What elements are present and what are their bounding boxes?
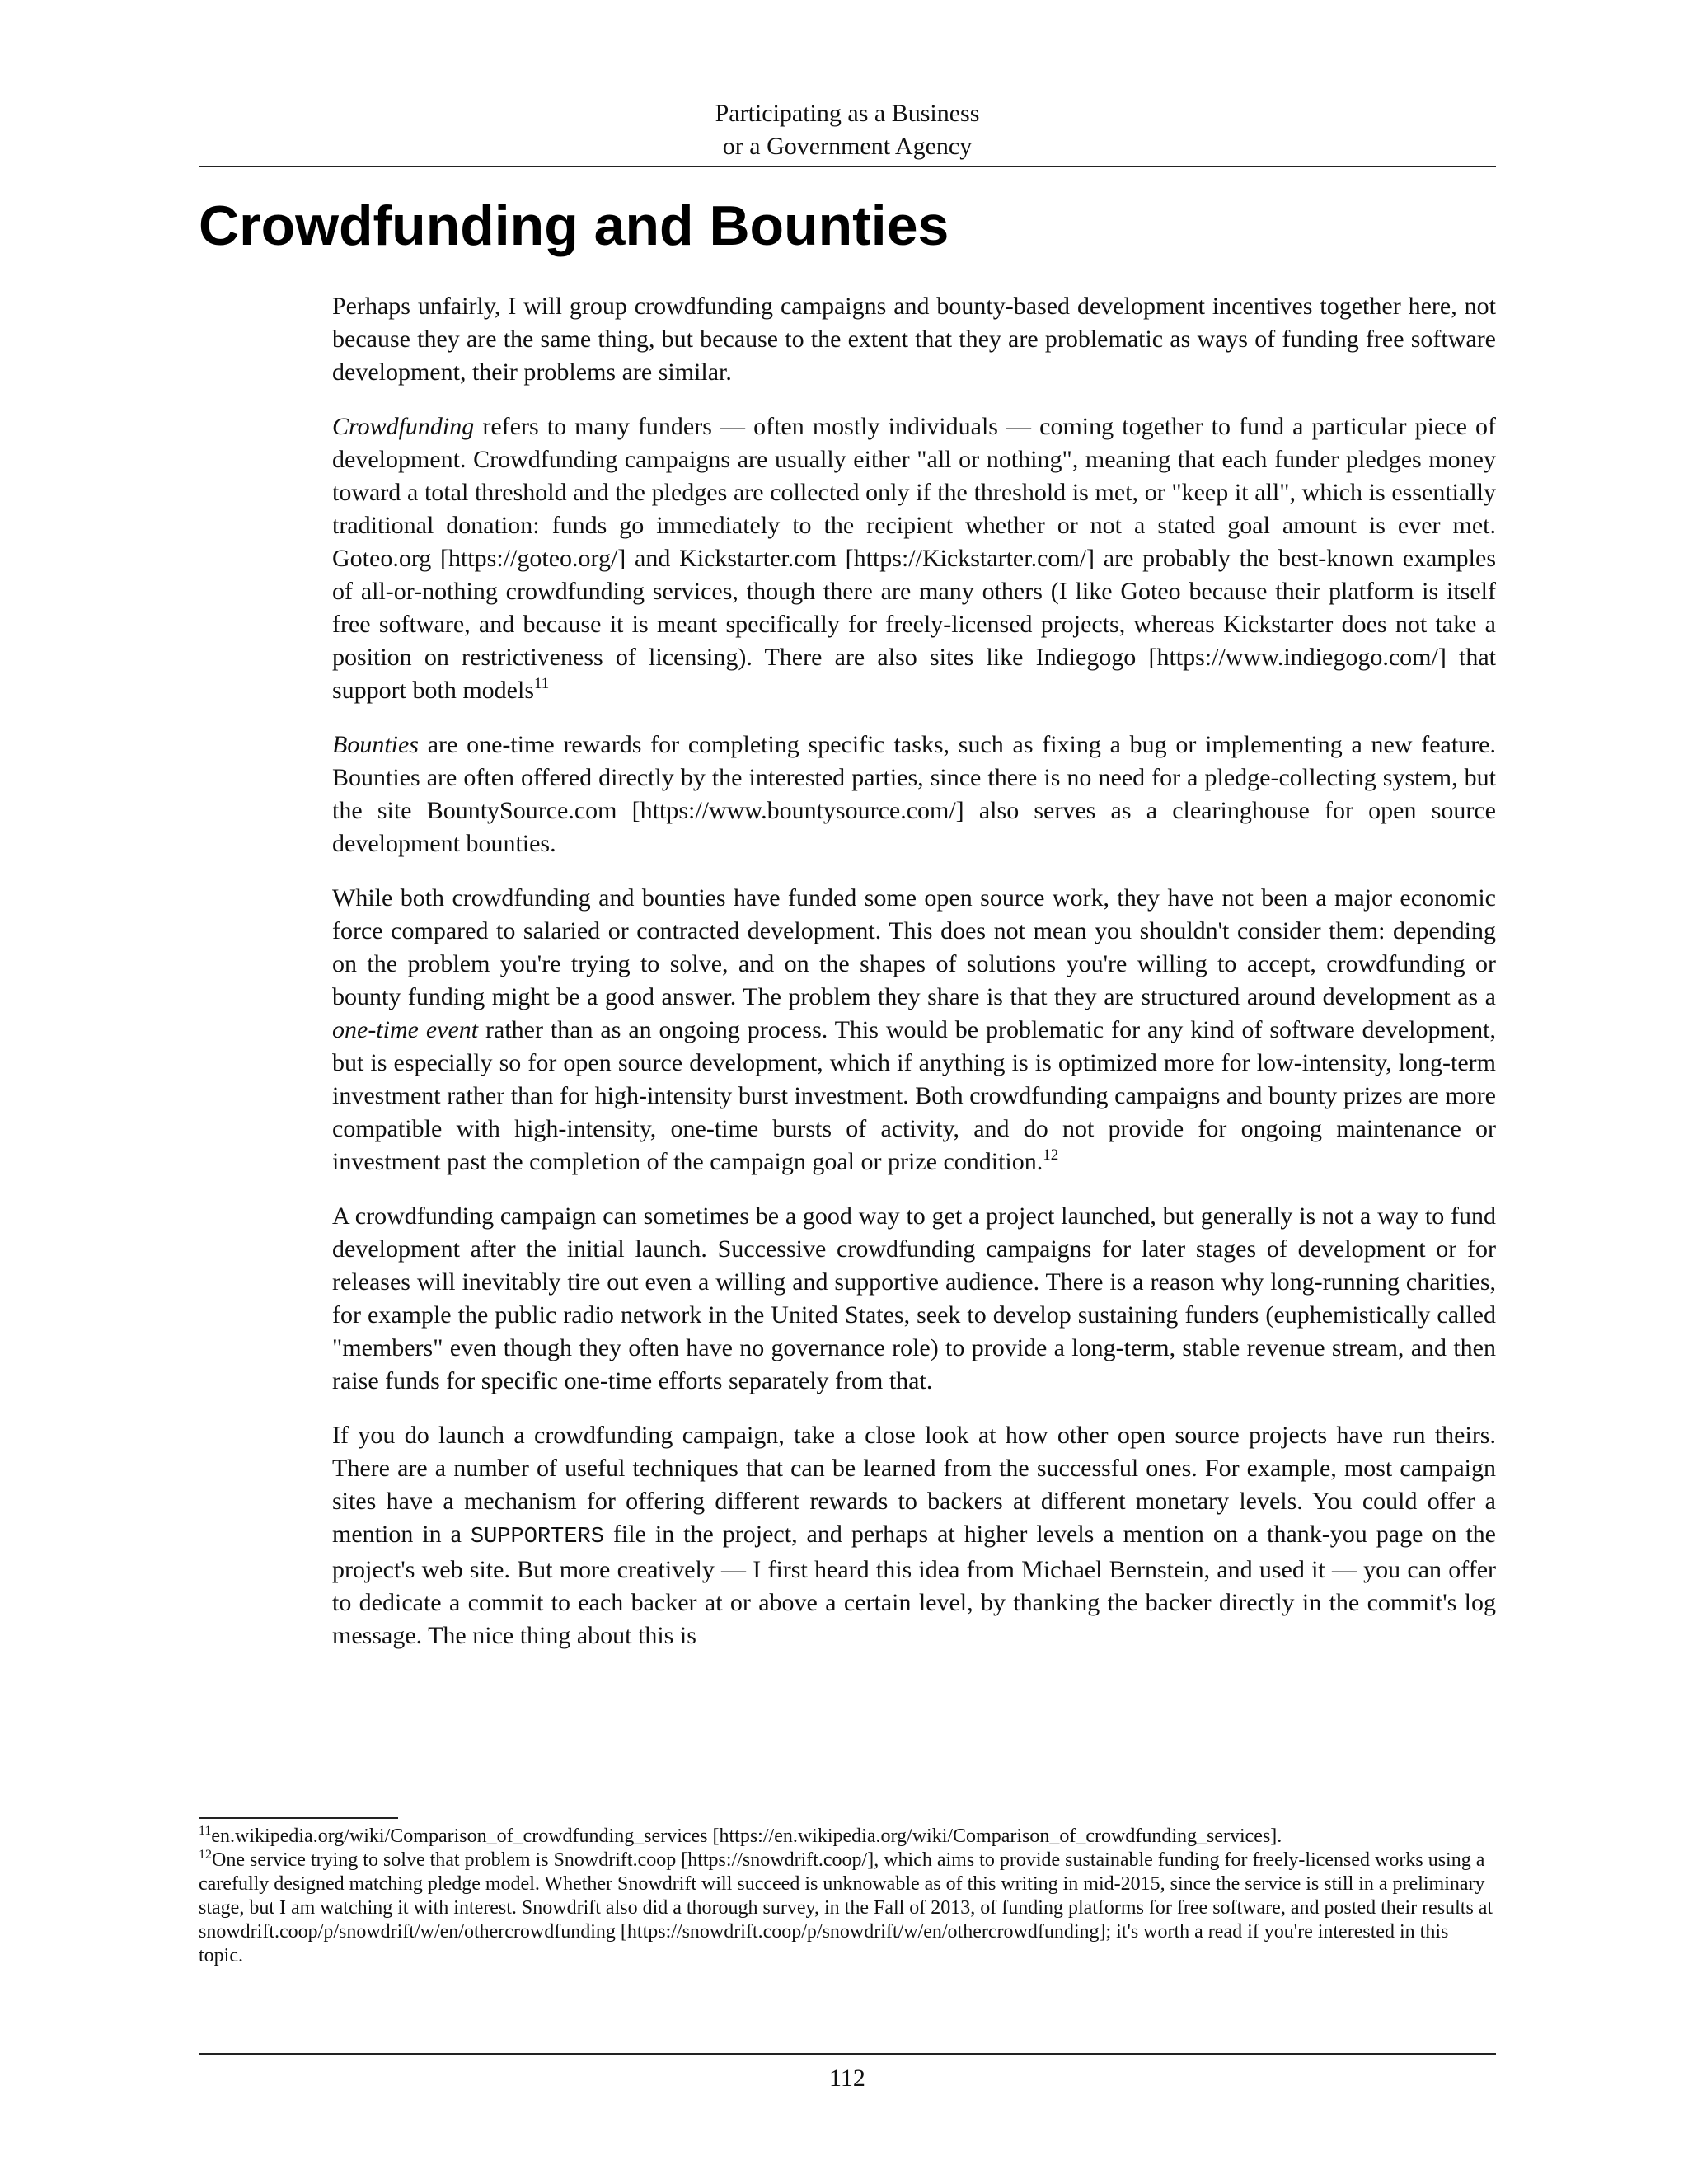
footnote-11 (199, 1825, 1496, 1849)
section-title: Crowdfunding and Bounties (199, 194, 950, 257)
footnote-11-text: en.wikipedia.org/wiki/Comparison_of_crowdfunding_services [https://en.wikipedia.org/wiki/Comparison_of_crowdfunding_services]. (211, 1825, 1282, 1847)
footnotes (199, 1825, 1496, 1968)
paragraph-3 (332, 729, 1496, 860)
emphasis-one-time-event: one-time event (332, 1016, 479, 1043)
paragraph-2 (332, 410, 1496, 707)
paragraph-3-text: are one-time rewards for completing specific tasks, such as fixing a bug or implementing a new feature. Bounties are often offered directly by the interested parties, since there is no need for a pledge-collecting system, but the site BountySource.com [https://www.bountysource.com/] also serves as a clearinghouse for open source development bounties. (332, 731, 1496, 857)
code-supporters: SUPPORTERS (470, 1525, 604, 1549)
paragraph-6-text-a: If you do launch a crowdfunding campaign, take a close look at how other open source projects have run theirs. There are a number of useful techniques that can be learned from the successful ones. For example, most campaign sites have a mechanism for offering different rewards to backers at different monetary levels. You could offer a mention in a (332, 1422, 1496, 1548)
running-header-line-2: or a Government Agency (722, 133, 973, 160)
term-bounties: Bounties (332, 731, 419, 758)
footer-rule (199, 2053, 1496, 2055)
footnote-ref-12[interactable]: 12 (1043, 1146, 1059, 1164)
page-number: 112 (829, 2064, 865, 2092)
footnote-mark-12: 12 (199, 1848, 212, 1862)
footnote-ref-11[interactable]: 11 (534, 675, 550, 692)
running-header (199, 97, 1496, 163)
footnote-mark-11: 11 (199, 1824, 212, 1838)
paragraph-1: Perhaps unfairly, I will group crowdfunding campaigns and bounty-based development incentives together here, not because they are the same thing, but because to the extent that they are problematic as ways of funding free software development, their problems are similar. (332, 293, 1496, 386)
paragraph-6 (332, 1419, 1496, 1652)
paragraph-2-text: refers to many funders — often mostly individuals — coming together to fund a particular piece of development. Crowdfunding campaigns are usually either "all or nothing", meaning that each funder pledges money toward a total threshold and the pledges are collected only if the threshold is met, or "keep it all", which is essentially traditional donation: funds go immediately to the recipient whether or not a stated goal amount is ever met. Goteo.org [https://goteo.org/] and Kickstarter.com [https://Kickstarter.com/] are probably the best-known examples of all-or-nothing crowdfunding services, though there are many others (I like Goteo because their platform is itself free software, and because it is meant specifically for freely-licensed projects, whereas Kickstarter does not take a position on restrictiveness of licensing). There are also sites like Indiegogo [https://www.indiegogo.com/] that support both models (332, 413, 1496, 704)
body-text (332, 290, 1496, 1674)
footnote-12-text: One service trying to solve that problem is Snowdrift.coop [https://snowdrift.coop/], which aims to provide sustainable funding for freely-licensed works using a carefully designed matching pledge model. Whether Snowdrift will succeed is unknowable as of this writing in mid-2015, since the service is still in a preliminary stage, but I am watching it with interest. Snowdrift also did a thorough survey, in the Fall of 2013, of funding platforms for free software, and posted their results at snowdrift.coop/p/snowdrift/w/en/othercrowdfunding [https://snowdrift.coop/p/snowdrift/w/en/othercrowdfunding]; it's worth a read if you're interested in this topic. (199, 1849, 1493, 1966)
running-header-line-1: Participating as a Business (715, 100, 980, 127)
header-rule (199, 166, 1496, 167)
paragraph-4 (332, 882, 1496, 1179)
paragraph-4-text-a: While both crowdfunding and bounties have funded some open source work, they have not been a major economic force compared to salaried or contracted development. This does not mean you shouldn't consider them: depending on the problem you're trying to solve, and on the shapes of solutions you're willing to accept, crowdfunding or bounty funding might be a good answer. The problem they share is that they are structured around development as a (332, 884, 1496, 1010)
paragraph-6-text-b: file in the project, and perhaps at higher levels a mention on a thank-you page on the project's web site. But more creatively — I first heard this idea from Michael Bernstein, and used it — you can offer to dedicate a commit to each backer at or above a certain level, by thanking the backer directly in the commit's log message. The nice thing about this is (332, 1521, 1496, 1649)
term-crowdfunding: Crowdfunding (332, 413, 475, 440)
paragraph-5: A crowdfunding campaign can sometimes be a good way to get a project launched, but generally is not a way to fund development after the initial launch. Successive crowdfunding campaigns for later stages of development or for releases will inevitably tire out even a willing and supportive audience. There is a reason why long-running charities, for example the public radio network in the United States, seek to develop sustaining funders (euphemistically called "members" even though they often have no governance role) to provide a long-term, stable revenue stream, and then raise funds for specific one-time efforts separately from that. (332, 1202, 1496, 1394)
footnote-12 (199, 1849, 1496, 1968)
footnote-rule (199, 1817, 398, 1819)
paragraph-4-text-b: rather than as an ongoing process. This would be problematic for any kind of software development, but is especially so for open source development, which if anything is is optimized more for low-intensity, long-term investment rather than for high-intensity burst investment. Both crowdfunding campaigns and bounty prizes are more compatible with high-intensity, one-time bursts of activity, and do not provide for ongoing maintenance or investment past the completion of the campaign goal or prize condition. (332, 1016, 1496, 1175)
